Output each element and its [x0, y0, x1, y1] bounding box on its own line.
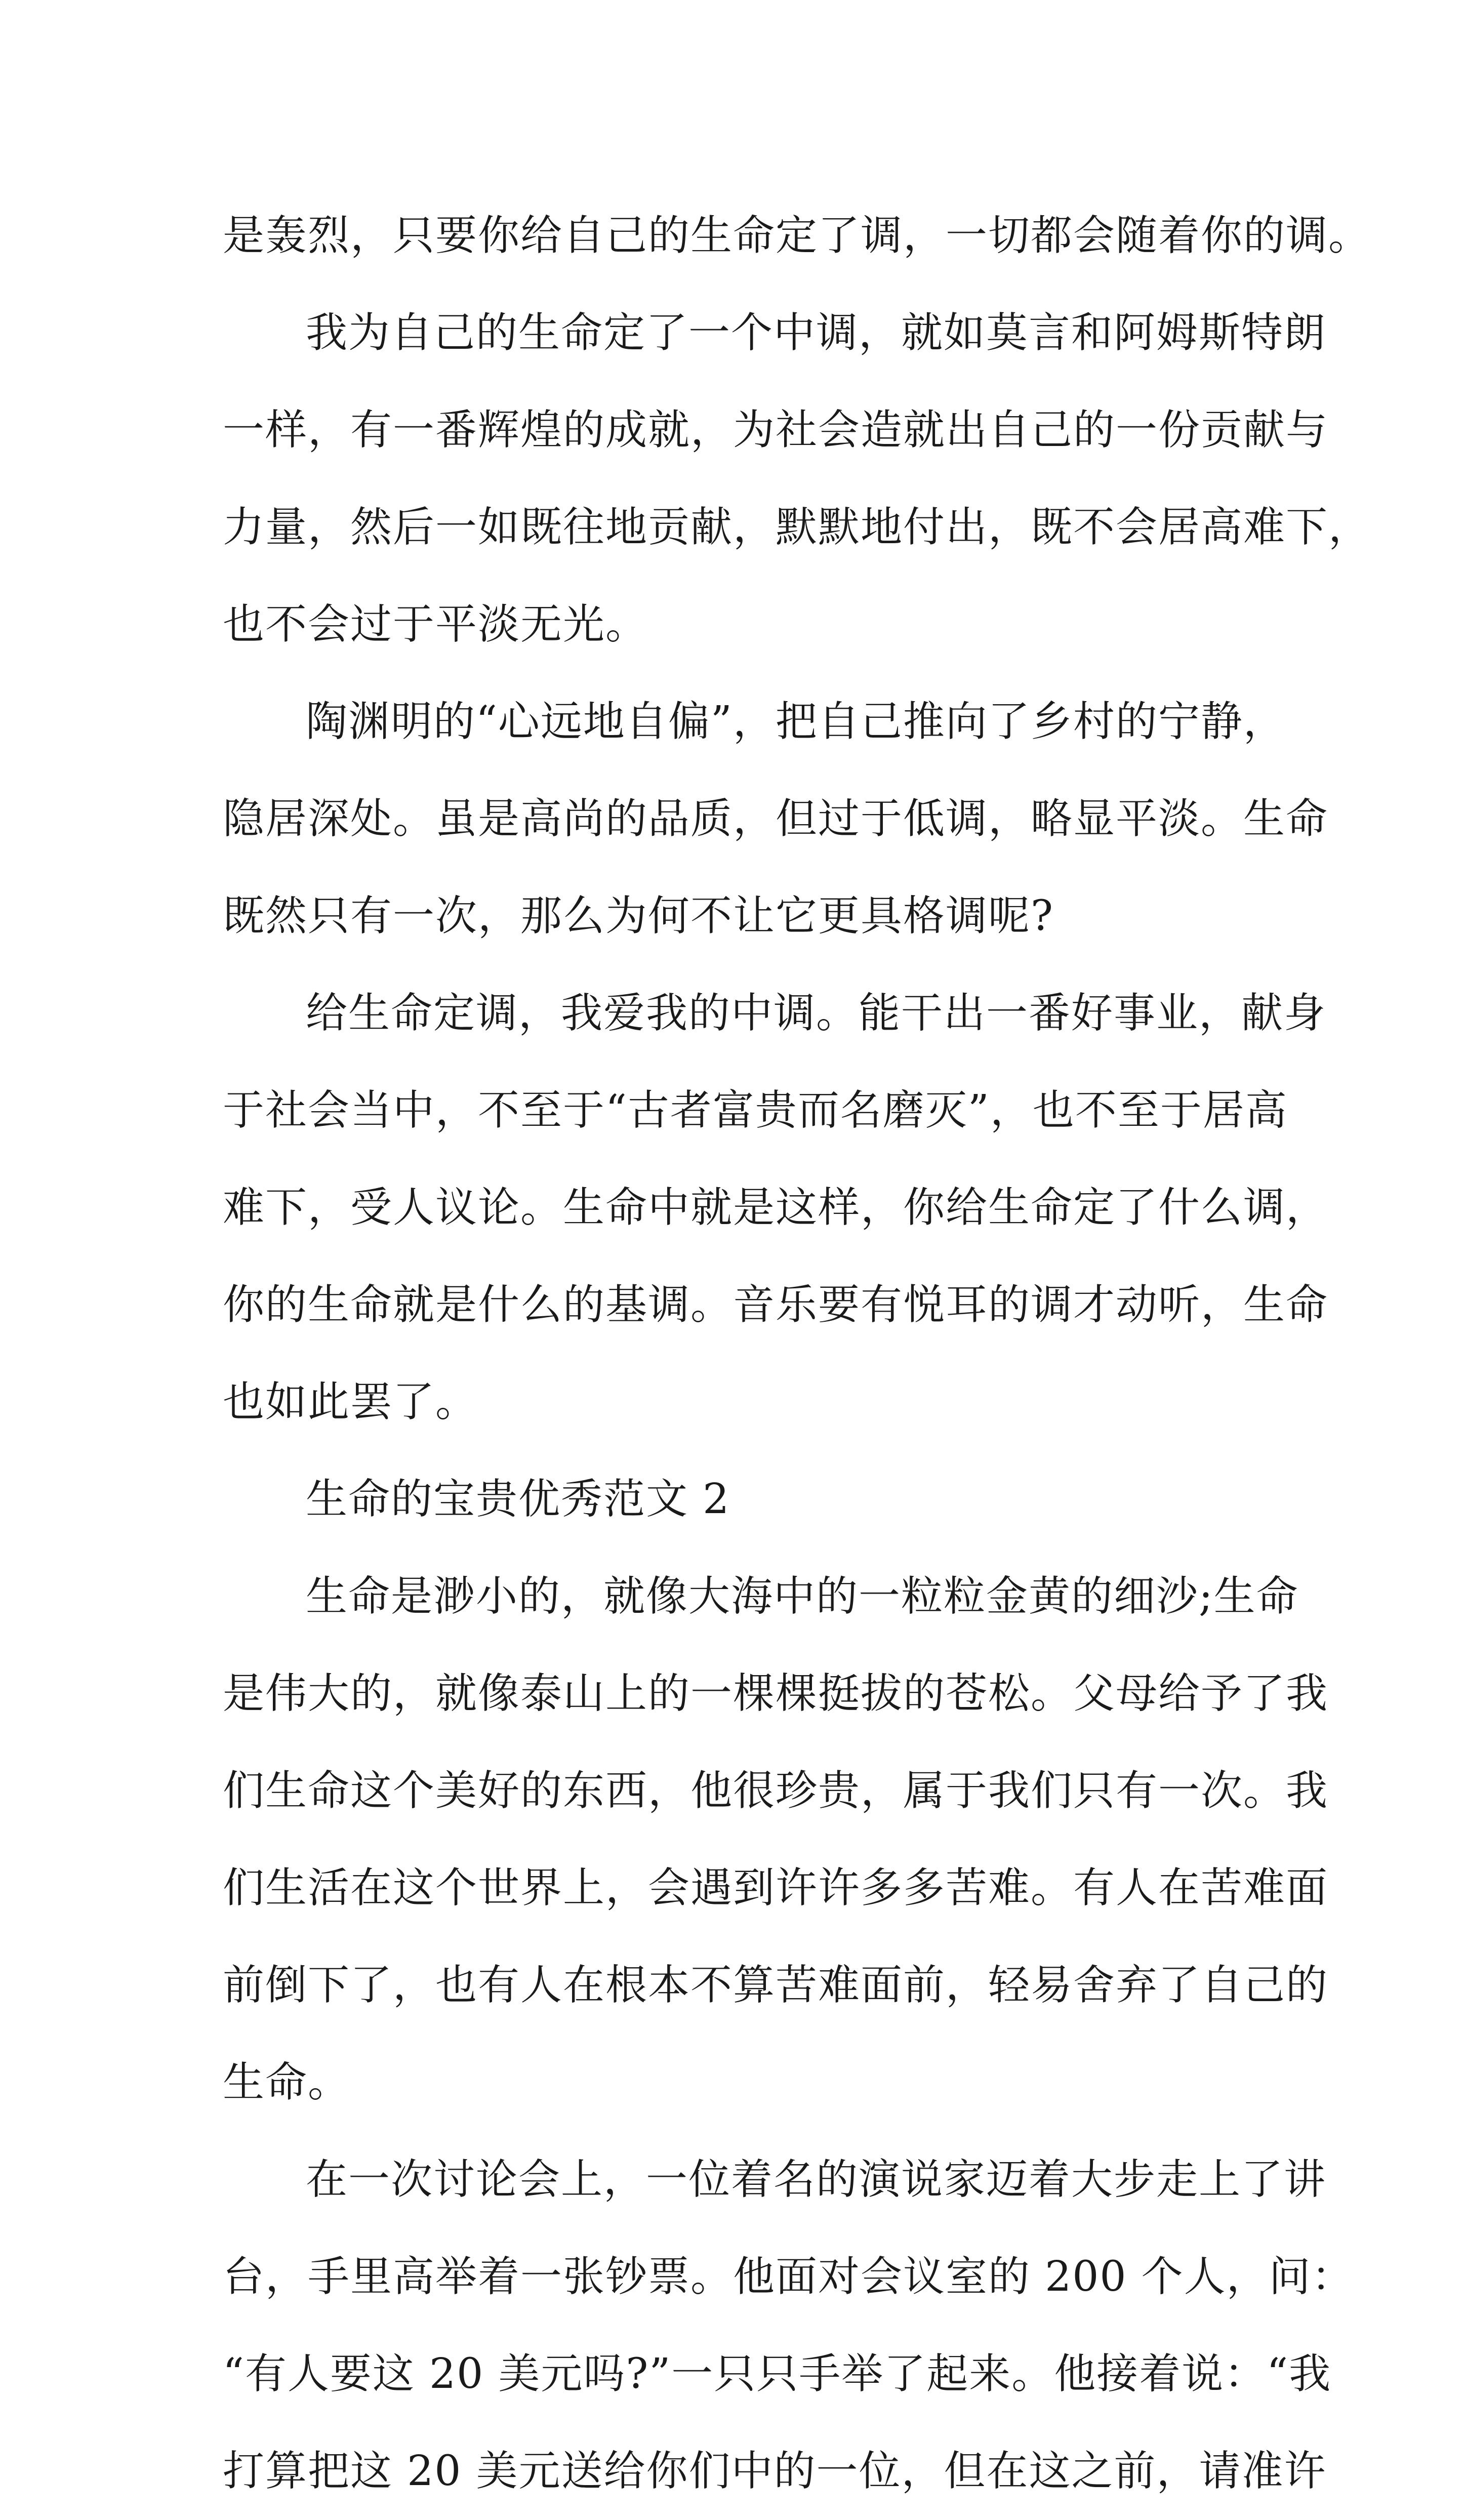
text-line: 你的生命就是什么的基调。音乐要有悦耳的调才动听，生命	[223, 1281, 1329, 1329]
text-line: 隐居深处。虽是高尚的品质，但过于低调，略显平淡。生命	[223, 795, 1329, 843]
text-line: 是伟大的，就像泰山上的一棵棵挺拔的苍松。父母给予了我	[223, 1670, 1329, 1718]
text-line: 一样，有一番辉煌的成就，为社会造就出自己的一份贡献与	[223, 406, 1329, 454]
text-line: 打算把这 20 美元送给你们中的一位，但在这之前，请准许	[223, 2447, 1327, 2495]
section-heading: 生命的宝贵优秀范文 2	[306, 1475, 730, 1523]
paragraph-start-line: 给生命定调，我爱我的中调。能干出一番好事业，献身	[306, 989, 1327, 1037]
text-line: 力量，然后一如既往地贡献，默默地付出，既不会居高难下，	[223, 503, 1371, 551]
text-line: 也如此罢了。	[223, 1378, 478, 1426]
text-line: 既然只有一次，那么为何不让它更具格调呢?	[223, 892, 1054, 940]
text-line: 们生活在这个世界上，会遇到许许多多苦难。有人在苦难面	[223, 1864, 1329, 1912]
paragraph-start-line: 陶渊明的“心远地自偏”，把自己推向了乡村的宁静，	[306, 698, 1286, 746]
text-line: 前倒下了，也有人在根本不算苦难面前，轻易舍弃了自己的	[223, 1961, 1329, 2009]
text-line: 们生命这个美好的东西，他很珍贵，属于我们只有一次。我	[223, 1767, 1329, 1815]
text-line: 台，手里高举着一张钞票。他面对会议室的 200 个人，问：	[223, 2253, 1354, 2301]
paragraph-start-line: 在一次讨论会上，一位着名的演说家迈着大步走上了讲	[306, 2156, 1327, 2204]
text-line: “有人要这 20 美元吗?”一只只手举了起来。他接着说：“我	[223, 2350, 1332, 2398]
text-line: 于社会当中，不至于“古者富贵而名磨灭”，也不至于居高	[223, 1086, 1288, 1134]
text-line: 是轰烈，只要你给自己的生命定了调，一切都会随着你的调。	[223, 212, 1371, 260]
paragraph-start-line: 生命是渺小的，就像大海中的一粒粒金黄的细沙;生命	[306, 1572, 1299, 1620]
text-line: 生命。	[223, 2058, 351, 2106]
text-line: 也不会过于平淡无光。	[223, 600, 648, 648]
text-body	[223, 187, 1371, 2520]
paragraph-start-line: 我为自己的生命定了一个中调，就如莫言和阿姆斯特朗	[306, 309, 1327, 357]
text-line: 难下，受人议论。生命中就是这样，你给生命定了什么调，	[223, 1184, 1329, 1232]
